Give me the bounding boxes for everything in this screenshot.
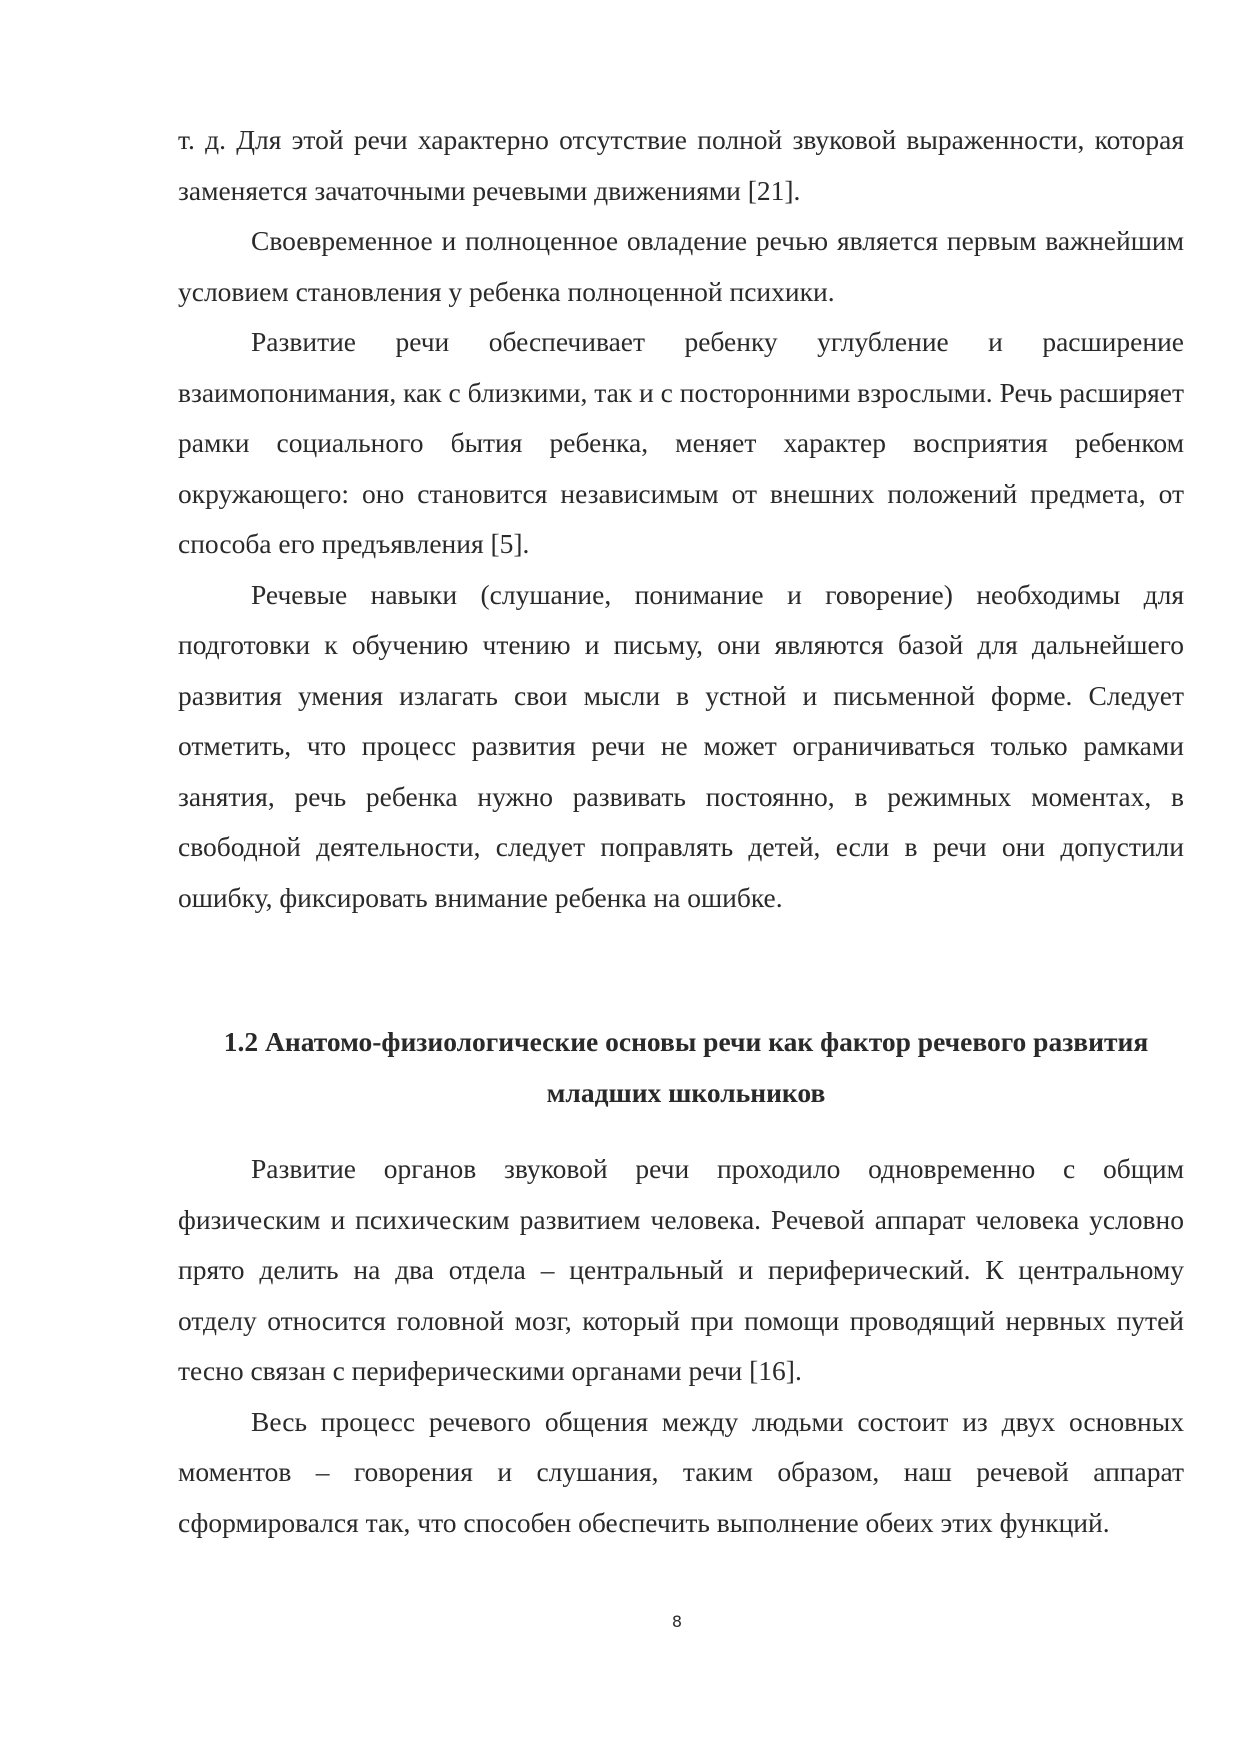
paragraph-speech-skills: Речевые навыки (слушание, понимание и говорение) необходимы для подготовки к обучению чтению и письму, они являются базой для дальнейшего развития умения излагать свои мысли в устной и письменной форме. Следует отметить, что процесс развития речи не может ограничиваться только рамками занятия, речь ребенка нужно развивать постоянно, в режимных моментах, в свободной деятельности, следует поправлять детей, если в речи они допустили ошибку, фиксировать внимание ребенка на ошибке. xyxy=(178,578,1184,913)
paragraph-speech-development: Развитие речи обеспечивает ребенку углубление и расширение взаимопонимания, как с близкими, так и с посторонними взрослыми. Речь расширяет рамки социального бытия ребенка, меняет характер восприятия ребенком окружающего: оно становится независимым от внешних положений предмета, от способа его предъявления [5]. xyxy=(178,326,1184,559)
document-page xyxy=(178,115,1184,1548)
paragraph-organs-development: Развитие органов звуковой речи проходило одновременно с общим физическим и психическим развитием человека. Речевой аппарат человека условно прято делить на два отдела – центральный и периферический. К центральному отделу относится головной мозг, который при помощи проводящий нервных путей тесно связан с периферическими органами речи [16]. xyxy=(178,1153,1184,1386)
paragraph-continuation: т. д. Для этой речи характерно отсутствие полной звуковой выраженности, которая заменяется зачаточными речевыми движениями [21]. xyxy=(178,124,1184,206)
section-heading xyxy=(178,1017,1184,1118)
paragraph-speech-communication: Весь процесс речевого общения между людьми состоит из двух основных моментов – говорения и слушания, таким образом, наш речевой аппарат сформировался так, что способен обеспечить выполнение обеих этих функций. xyxy=(178,1405,1184,1538)
page-number: 8 xyxy=(671,1612,683,1631)
paragraph-timely-mastery: Своевременное и полноценное овладение речью является первым важнейшим условием становления у ребенка полноценной психики. xyxy=(178,225,1184,307)
section-heading-line2: младших школьников xyxy=(546,1076,826,1108)
section-heading-line1: 1.2 Анатомо-физиологические основы речи как фактор речевого развития xyxy=(223,1026,1149,1057)
